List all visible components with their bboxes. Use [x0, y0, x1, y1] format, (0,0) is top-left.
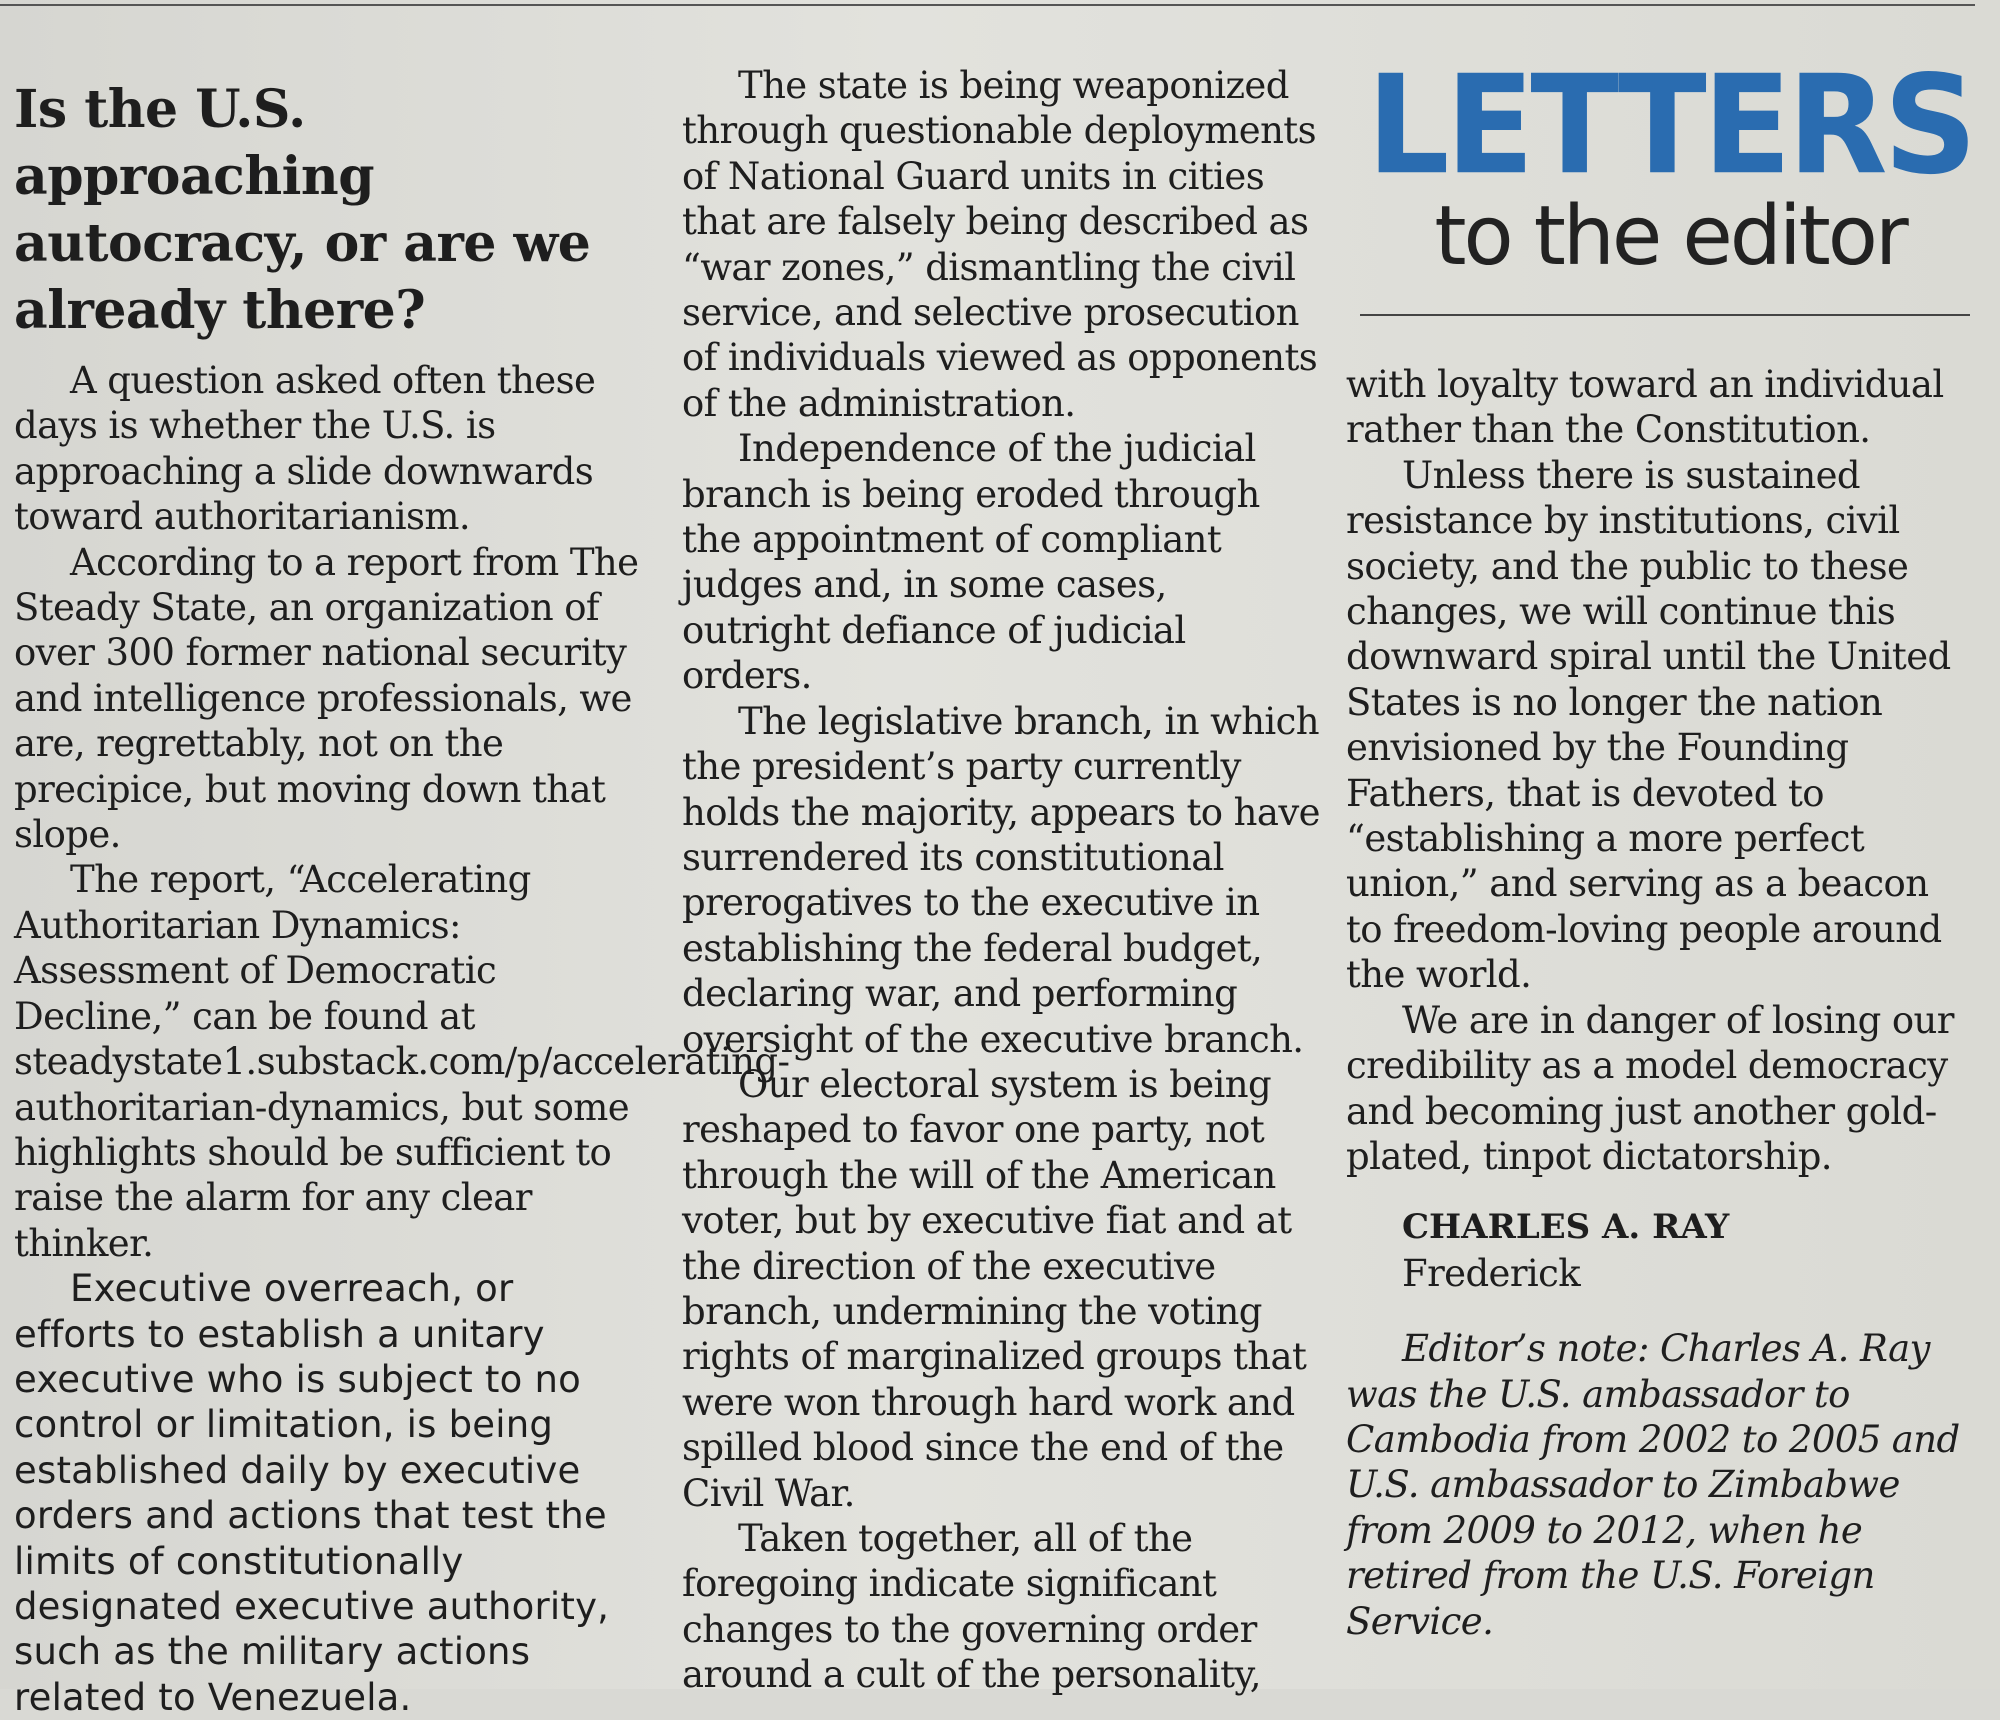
paragraph: Executive overreach, or efforts to establish a unitary executive who is subject to no control or limitation, is being established daily by executive orders and actions that test the limits of constitutionally designated executive authority, such as the military actions related to Venezuela. — [14, 1267, 610, 1719]
paragraph: Unless there is sustained resistance by institutions, civil society, and the public to these changes, we will continue this downward spiral until the United States is no longer the nation envisioned by the Founding Fathers, that is devoted to “establishing a more perfect union,” and serving as a beacon to freedom-loving people around the world. — [1346, 453, 1951, 997]
headline: Is the U.S. approaching autocracy, or are we already there? — [14, 79, 591, 341]
paragraph: According to a report from The Steady State, an organization of over 300 former national security and intelligence professionals, we are, regrettably, not on the precipice, but moving down that slope. — [14, 540, 639, 857]
paragraph: The legislative branch, in which the president’s party currently holds the majority, appears to have surrendered its constitutional prerogatives to the executive in establishing the federal budget, declaring war, and performing oversight of the executive branch. — [682, 699, 1320, 1061]
column-2 — [682, 63, 1322, 1698]
top-rule — [0, 4, 1975, 6]
paragraph: with loyalty toward an individual rather than the Constitution. — [1346, 363, 1944, 452]
paragraph: We are in danger of losing our credibility as a model democracy and becoming just another gold-plated, tinpot dictatorship. — [1346, 998, 1954, 1178]
section-divider — [1360, 314, 1970, 316]
paragraph: A question asked often these days is whether the U.S. is approaching a slide downwards toward authoritarianism. — [14, 359, 596, 539]
editors-note: Editor’s note: Charles A. Ray was the U.S. ambassador to Cambodia from 2002 to 2005 and U.S. ambassador to Zimbabwe from 2009 to 2012, when he retired from the U.S. Foreign Service. — [1346, 1327, 1960, 1643]
section-title: LETTERS — [1366, 45, 1974, 205]
paragraph: Independence of the judicial branch is being eroded through the appointment of compliant judges and, in some cases, outright defiance of judicial orders. — [682, 427, 1260, 698]
section-subtitle: to the editor — [1434, 189, 1906, 284]
paragraph: The report, “Accelerating Authoritarian Dynamics: Assessment of Democratic Decline,” can be found at steadystate1.substack.com/p/accelerating-authoritarian-dynamics, but some highlights should be sufficient to raise the alarm for any clear thinker. — [14, 858, 790, 1265]
paragraph: Taken together, all of the foregoing indicate significant changes to the governing order around a cult of the personality, — [682, 1517, 1261, 1697]
column-3 — [1346, 362, 1966, 1644]
column-1 — [14, 56, 790, 1720]
section-header — [1360, 45, 1980, 284]
paragraph: The state is being weaponized through questionable deployments of National Guard units in cities that are falsely being described as “war zones,” dismantling the civil service, and selective prosecution of individuals viewed as opponents of the administration. — [682, 64, 1318, 425]
paragraph: Our electoral system is being reshaped to favor one party, not through the will of the American voter, but by executive fiat and at the direction of the executive branch, undermining the voting rights of marginalized groups that were won through hard work and spilled blood since the end of the Civil War. — [682, 1062, 1307, 1515]
signature-place: Frederick — [1402, 1251, 1581, 1295]
signature-name: CHARLES A. RAY — [1402, 1207, 1730, 1248]
